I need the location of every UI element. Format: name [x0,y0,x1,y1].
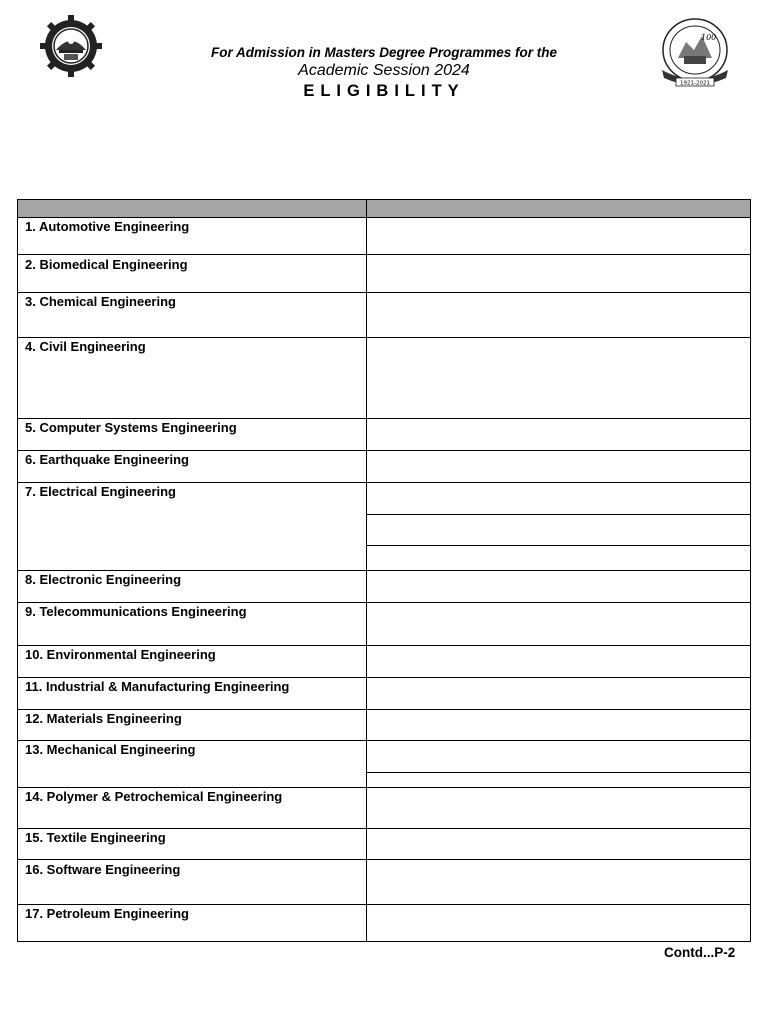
programme-row-label: 10. Environmental Engineering [25,647,216,662]
programme-row-label: 7. Electrical Engineering [25,484,176,499]
programme-row-label: 14. Polymer & Petrochemical Engineering [25,789,283,804]
programme-row-label: 5. Computer Systems Engineering [25,420,237,435]
svg-text:100: 100 [701,33,717,42]
continued-page-note: Contd...P-2 [664,945,736,960]
programme-row-label: 9. Telecommunications Engineering [25,604,247,619]
academic-session-heading: Academic Session 2024 [298,62,470,79]
programme-row-label: 8. Electronic Engineering [25,572,182,587]
table-header-row [18,200,750,217]
programme-row-label: 15. Textile Engineering [25,830,166,845]
programme-row-label: 13. Mechanical Engineering [25,742,196,757]
programme-row-label: 4. Civil Engineering [25,339,146,354]
programme-row-label: 6. Earthquake Engineering [25,452,189,467]
svg-text:1921-2021: 1921-2021 [680,80,710,87]
admission-heading: For Admission in Masters Degree Programmes for the [210,45,558,60]
programme-row-label: 1. Automotive Engineering [25,219,190,234]
programme-row-label: 17. Petroleum Engineering [25,906,189,921]
programme-row-label: 2. Biomedical Engineering [25,257,188,272]
programme-row-label: 11. Industrial & Manufacturing Engineering [25,679,290,694]
programme-row-label: 12. Materials Engineering [25,711,182,726]
eligibility-title: ELIGIBILITY [303,82,465,100]
programme-row-label: 3. Chemical Engineering [25,294,176,309]
programme-row-label: 16. Software Engineering [25,862,181,877]
